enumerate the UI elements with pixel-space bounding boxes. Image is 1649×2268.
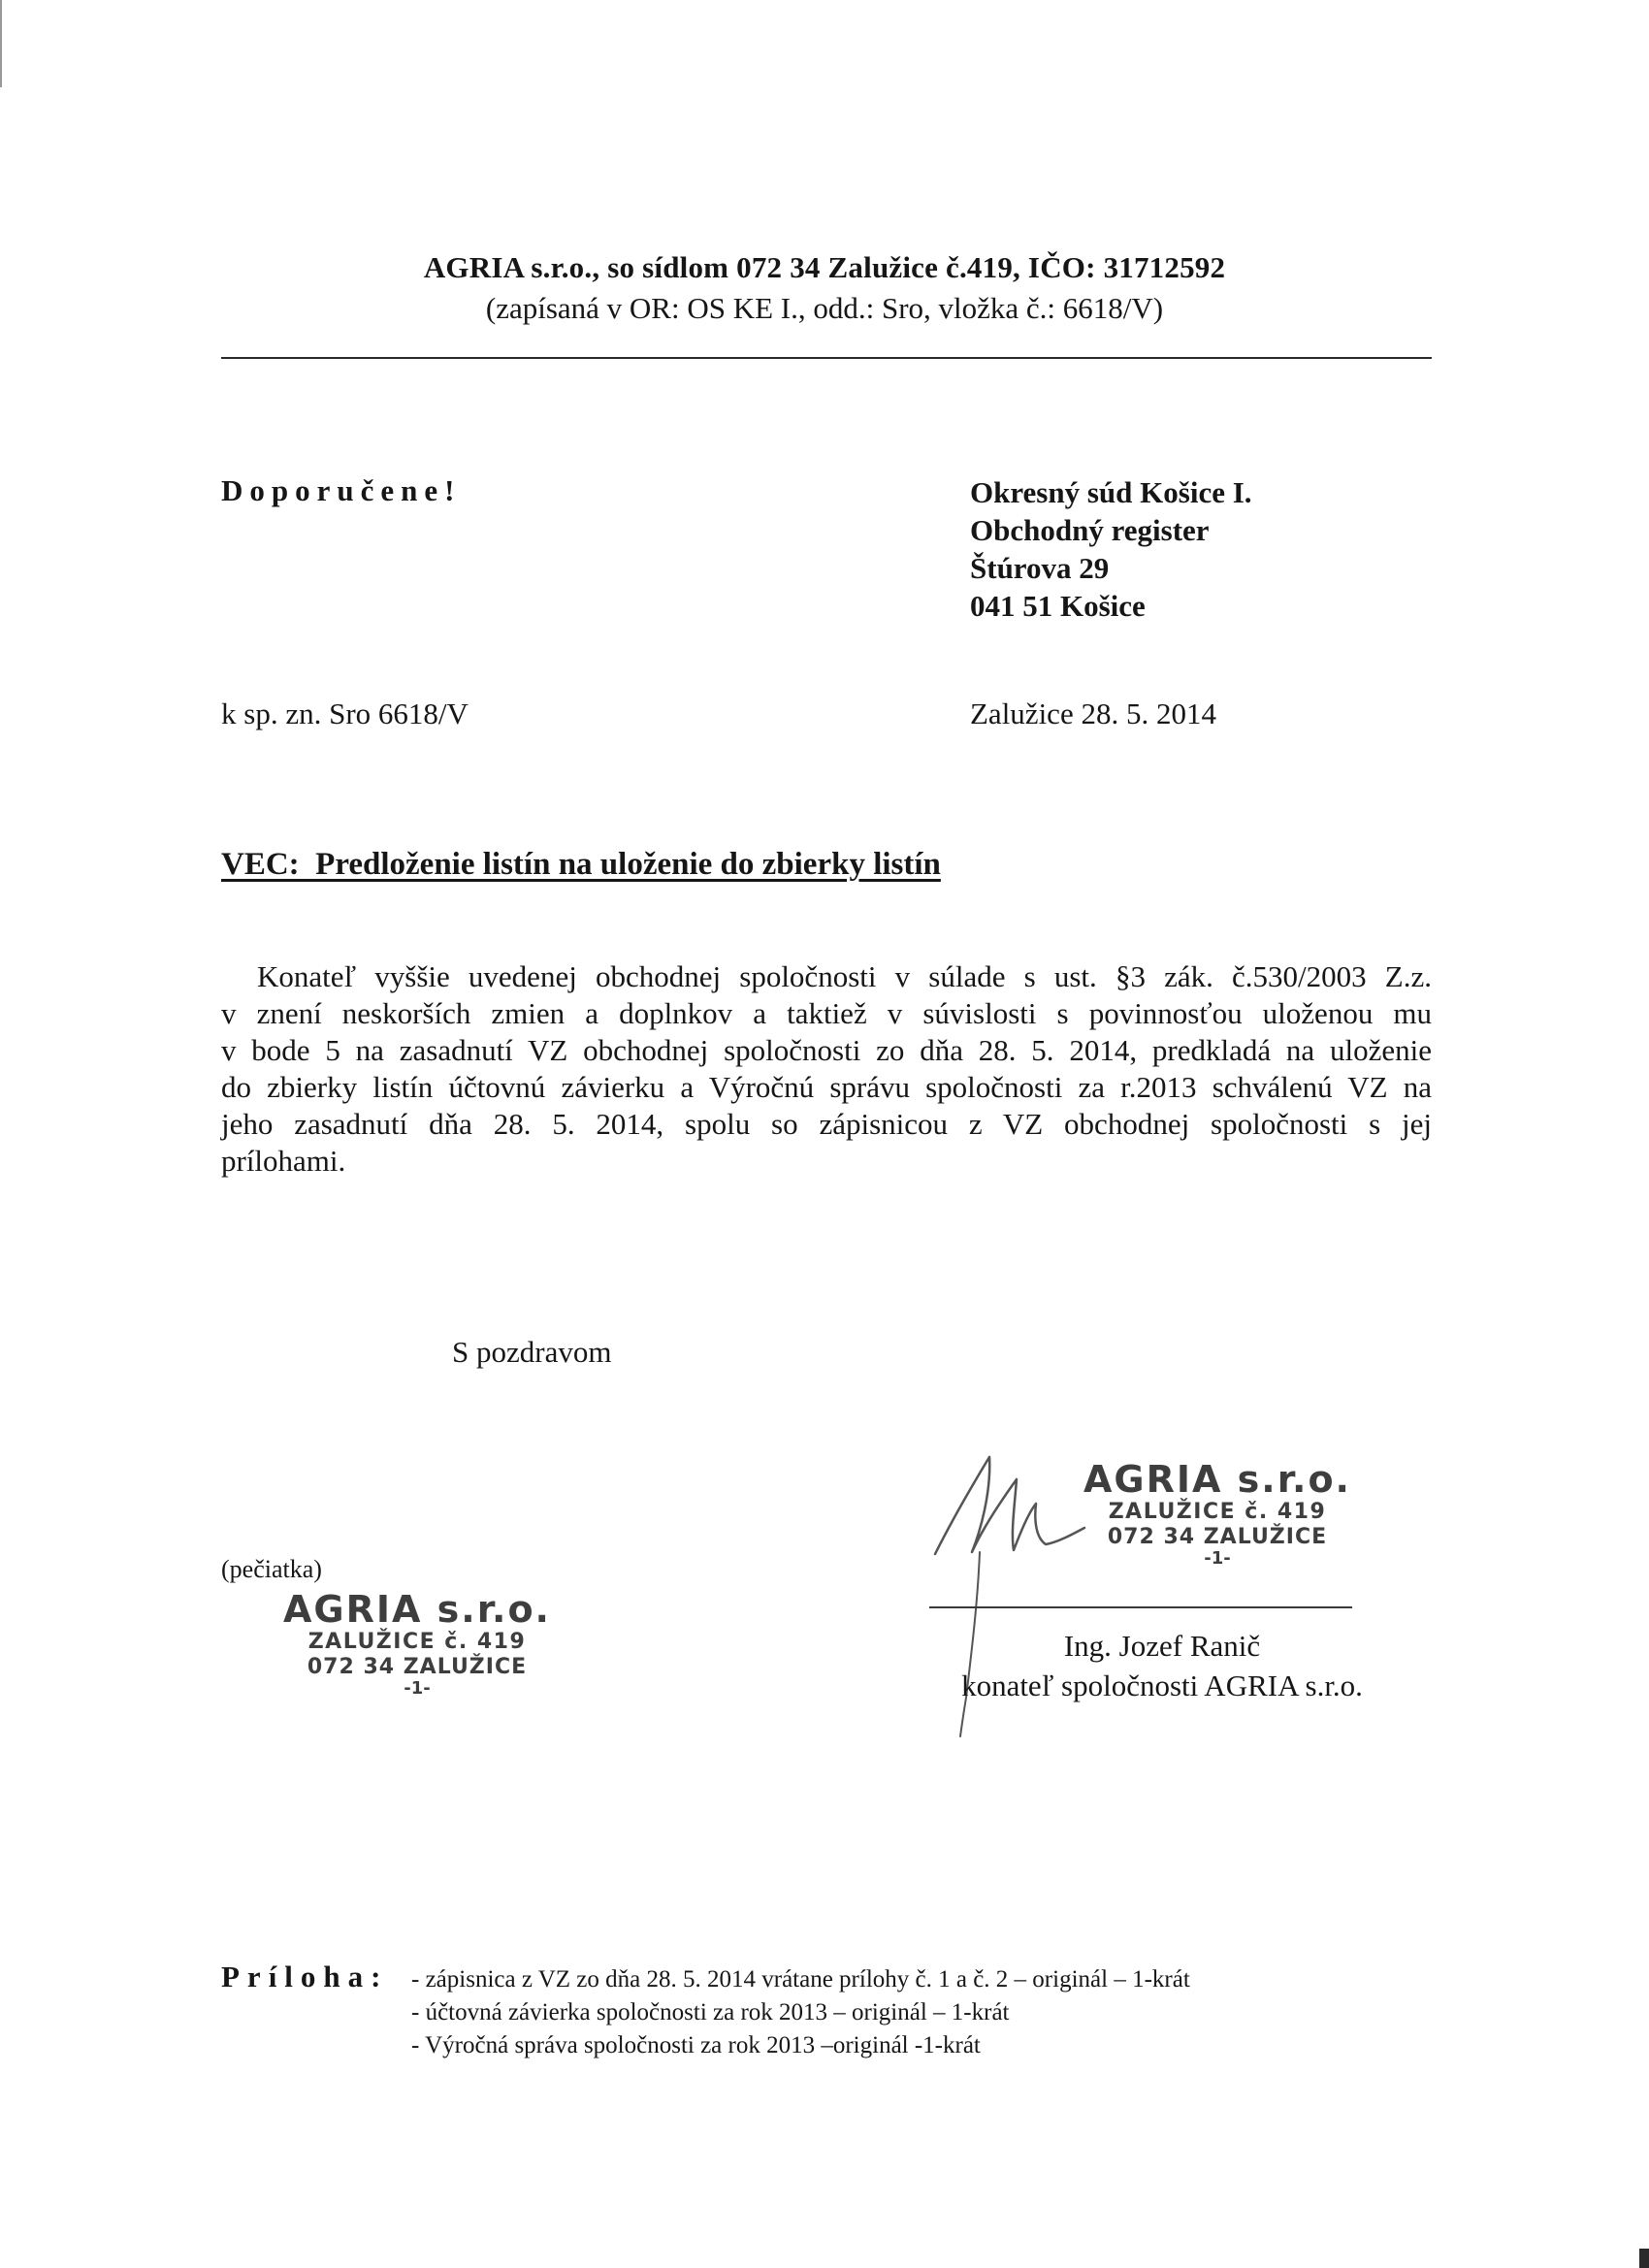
stamp-street: ZALUŽICE č. 419 bbox=[307, 1630, 527, 1654]
body-line: prílohami. bbox=[221, 1144, 346, 1178]
stamp-number: -1- bbox=[404, 1678, 431, 1699]
stamp-name: AGRIA s.r.o. bbox=[1083, 1458, 1351, 1501]
signatory-block bbox=[929, 1626, 1395, 1705]
attachments-list bbox=[411, 1963, 1190, 2062]
letterhead-registration: (zapísaná v OR: OS KE I., odd.: Sro, vložka č.: 6618/V) bbox=[485, 291, 1164, 325]
recipient-address bbox=[970, 473, 1252, 625]
signature-line bbox=[929, 1606, 1352, 1608]
scan-edge-mark bbox=[0, 0, 2, 87]
stamp-street: ZALUŽICE č. 419 bbox=[1108, 1500, 1327, 1524]
stamp-city: 072 34 ZALUŽICE bbox=[307, 1655, 528, 1679]
stamp-city: 072 34 ZALUŽICE bbox=[1107, 1525, 1328, 1549]
attachments-label: Príloha: bbox=[221, 1960, 389, 1993]
letterhead-company: AGRIA s.r.o., so sídlom 072 34 Zalužice č.419, IČO: 31712592 bbox=[423, 250, 1226, 284]
attachment-item: - Výročná správa spoločnosti za rok 2013 –originál -1-krát bbox=[411, 2032, 981, 2058]
stamp-label: (pečiatka) bbox=[221, 1555, 322, 1583]
company-stamp-left bbox=[262, 1588, 572, 1699]
recipient-line: Okresný súd Košice I. bbox=[970, 475, 1252, 509]
attachment-item: - zápisnica z VZ zo dňa 28. 5. 2014 vrátane prílohy č. 1 a č. 2 – originál – 1-krát bbox=[411, 1966, 1190, 1993]
body-line: v znení neskorších zmien a doplnkov a taktiež v súvislosti s povinnosťou uloženou mu bbox=[221, 996, 1432, 1030]
letterhead-divider bbox=[221, 357, 1432, 359]
stamp-number: -1- bbox=[1204, 1548, 1231, 1569]
attachment-item: - účtovná závierka spoločnosti za rok 2013 – originál – 1-krát bbox=[411, 1999, 1010, 2025]
recipient-line: Štúrova 29 bbox=[970, 551, 1110, 585]
signatory-role: konateľ spoločnosti AGRIA s.r.o. bbox=[961, 1669, 1363, 1702]
place-date: Zalužice 28. 5. 2014 bbox=[970, 697, 1216, 730]
letter-body bbox=[221, 958, 1432, 1180]
stamp-name: AGRIA s.r.o. bbox=[283, 1588, 551, 1631]
signatory-name: Ing. Jozef Ranič bbox=[1063, 1629, 1261, 1663]
greeting: S pozdravom bbox=[452, 1335, 612, 1369]
reference-number: k sp. zn. Sro 6618/V bbox=[221, 697, 469, 730]
recipient-line: Obchodný register bbox=[970, 513, 1210, 547]
body-line: do zbierky listín účtovnú závierku a Výročnú správu spoločnosti za r.2013 schválenú VZ na bbox=[221, 1070, 1432, 1104]
scan-corner-mark bbox=[1639, 2249, 1649, 2268]
recipient-line: 041 51 Košice bbox=[970, 589, 1146, 623]
delivery-note: Doporučene! bbox=[221, 473, 462, 507]
body-line: jeho zasadnutí dňa 28. 5. 2014, spolu so zápisnicou z VZ obchodnej spoločnosti s jej bbox=[221, 1107, 1432, 1141]
body-line: Konateľ vyššie uvedenej obchodnej spoločnosti v súlade s ust. §3 zák. č.530/2003 Z.z. bbox=[257, 959, 1432, 993]
body-line: v bode 5 na zasadnutí VZ obchodnej spoločnosti zo dňa 28. 5. 2014, predkladá na uloženie bbox=[221, 1033, 1432, 1067]
subject-line: VEC: Predloženie listín na uloženie do zbierky listín bbox=[221, 847, 941, 882]
